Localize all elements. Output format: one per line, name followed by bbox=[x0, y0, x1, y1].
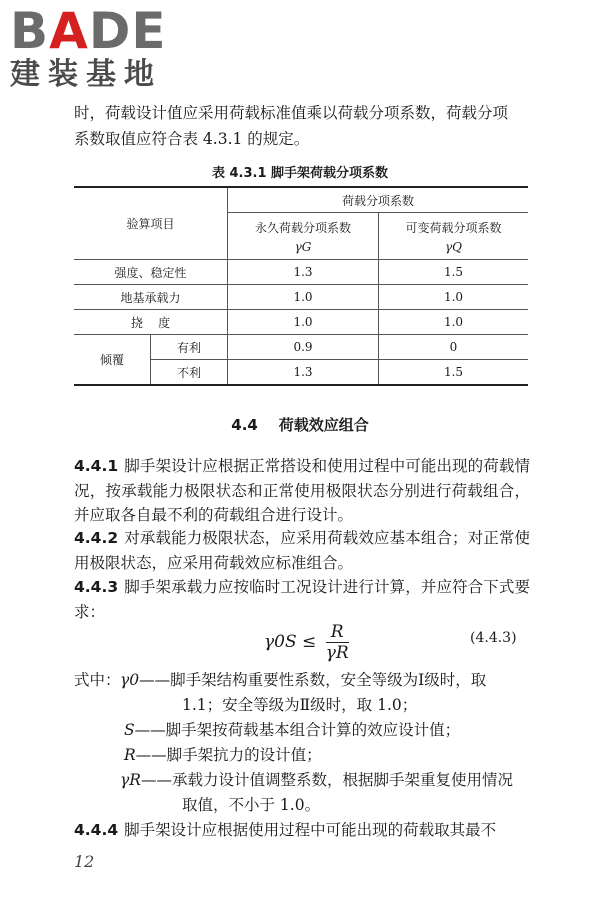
where-item-gamma0: γ0——脚手架结构重要性系数，安全等级为Ⅰ级时，取 bbox=[120, 671, 487, 689]
table-caption: 表 4.3.1 脚手架荷载分项系数 bbox=[211, 166, 389, 181]
where-item-r: R——脚手架抗力的设计值； bbox=[124, 746, 322, 764]
header-permanent: 永久荷载分项系数 γG bbox=[228, 213, 379, 260]
header-check-item: 验算项目 bbox=[74, 187, 228, 260]
where-item-gammar-cont: 取值，不小于 1.0。 bbox=[182, 796, 321, 814]
formula: γ0S ≤ $\frac{R}{\gamma R}$ bbox=[264, 622, 349, 663]
table-row: 挠 度 1.0 1.0 bbox=[74, 310, 528, 335]
header-variable: 可变荷载分项系数 γQ bbox=[379, 213, 529, 260]
section-title: 4.4 荷载效应组合 bbox=[231, 416, 369, 434]
header-load-factor: 荷载分项系数 bbox=[228, 187, 529, 213]
clause-4-4-4: 4.4.4 脚手架设计应根据使用过程中可能出现的荷载取其最不 bbox=[74, 821, 497, 839]
logo-subtitle: 建装基地 bbox=[10, 57, 162, 92]
logo-brand: BADE bbox=[10, 2, 167, 60]
clause-4-4-1: 4.4.1 脚手架设计应根据正常搭设和使用过程中可能出现的荷载情况，按承载能力极限状态和正常使用极限状态分别进行荷载组合，并应取各自最不利的荷载组合进行设计。 bbox=[74, 457, 530, 524]
table-row: 强度、稳定性 1.3 1.5 bbox=[74, 260, 528, 285]
clause-4-4-2: 4.4.2 对承载能力极限状态，应采用荷载效应基本组合；对正常使用极限状态，应采用荷载效应标准组合。 bbox=[74, 529, 530, 572]
where-item-s: S——脚手架按荷载基本组合计算的效应设计值； bbox=[124, 721, 461, 739]
table-row: 地基承载力 1.0 1.0 bbox=[74, 285, 528, 310]
logo bbox=[10, 2, 180, 92]
intro-line-2: 系数取值应符合表 4.3.1 的规定。 bbox=[74, 130, 310, 148]
overturn-label: 倾覆 bbox=[74, 335, 151, 386]
formula-number: (4.4.3) bbox=[470, 630, 517, 646]
load-factor-table bbox=[74, 186, 528, 386]
where-item-gamma0-cont: 1.1；安全等级为Ⅱ级时，取 1.0； bbox=[182, 696, 418, 714]
where-prefix: 式中： bbox=[74, 671, 121, 689]
where-item-gammar: γR——承载力设计值调整系数，根据脚手架重复使用情况 bbox=[120, 771, 513, 789]
table-row: 不利 1.3 1.5 bbox=[74, 360, 528, 386]
intro-line-1: 时，荷载设计值应采用荷载标准值乘以荷载分项系数，荷载分项 bbox=[74, 104, 509, 122]
page-number: 12 bbox=[74, 852, 95, 871]
table-row: 倾覆 有利 0.9 0 bbox=[74, 335, 528, 360]
clause-4-4-3: 4.4.3 脚手架承载力应按临时工况设计进行计算，并应符合下式要求： bbox=[74, 578, 530, 621]
